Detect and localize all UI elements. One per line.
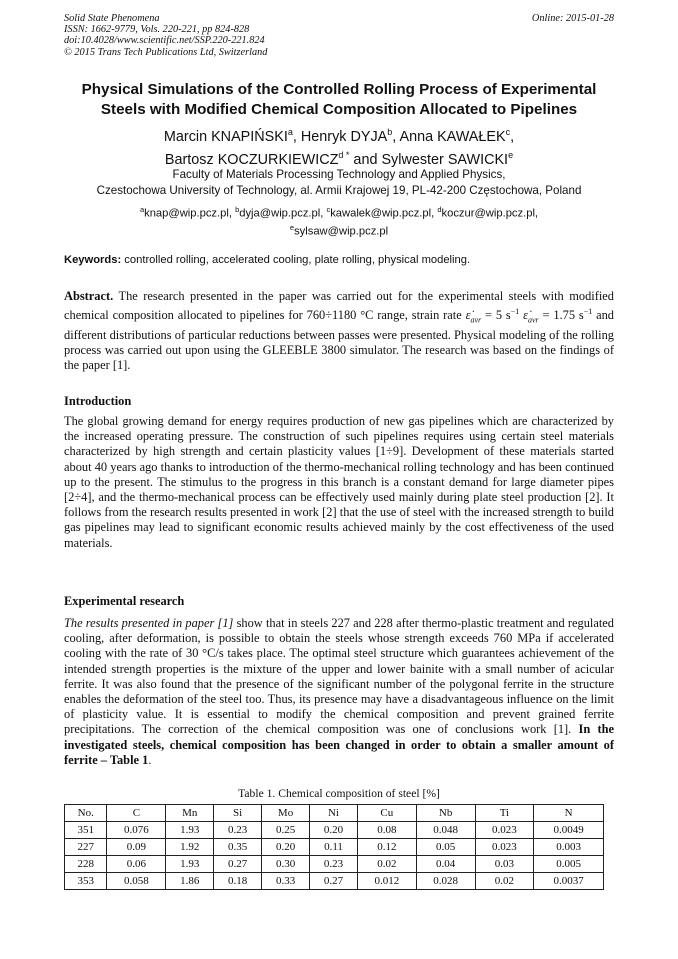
table-row — [65, 856, 604, 873]
email-list — [40, 203, 638, 239]
table-cell: 0.02 — [475, 873, 534, 890]
table-cell: 0.076 — [107, 822, 166, 839]
table-header-cell: Ni — [310, 805, 358, 822]
email-link[interactable]: koczur@wip.pcz.pl, — [441, 207, 539, 220]
abstract — [64, 289, 614, 374]
table-cell: 1.92 — [166, 839, 214, 856]
abstract-text: and different distributions of particular reductions between passes were presented. Physical modeling of the rolling process was carried out upon using the GLEEBLE 3800 simulator. The research was based on the findings of the paper [1]. — [64, 308, 614, 373]
affiliation-line-1: Faculty of Materials Processing Technology and Applied Physics, — [172, 168, 506, 181]
strain-rate-exponent: −1 — [583, 307, 593, 317]
table-header-cell: Mn — [166, 805, 214, 822]
email-sup: c — [326, 205, 331, 214]
table-cell: 0.028 — [416, 873, 475, 890]
author-sup: e — [508, 150, 514, 161]
table-cell: 0.09 — [107, 839, 166, 856]
table-cell: 0.23 — [214, 822, 262, 839]
abstract-label: Abstract. — [64, 289, 114, 303]
table-cell: 0.20 — [310, 822, 358, 839]
experimental-heading: Experimental research — [64, 594, 185, 608]
table-cell: 0.003 — [534, 839, 604, 856]
email-sup: b — [235, 205, 240, 214]
table-cell: 0.27 — [310, 873, 358, 890]
strain-rate-1 — [465, 307, 520, 325]
experimental-italic: The results presented in paper [1] — [64, 616, 237, 630]
table-cell: 0.04 — [416, 856, 475, 873]
keywords — [64, 253, 624, 267]
table-row — [65, 839, 604, 856]
table-cell: 227 — [65, 839, 107, 856]
author-separator: , — [292, 128, 301, 145]
experimental-text — [64, 616, 614, 768]
table-cell: 0.02 — [357, 856, 416, 873]
experimental-bold: In the investigated steels, chemical composition has been changed in order to obtain a smaller amount of ferrite – Table 1 — [64, 722, 614, 767]
table-caption: Table 1. Chemical composition of steel [%] — [238, 787, 440, 800]
copyright-line: © 2015 Trans Tech Publications Ltd, Switzerland — [64, 46, 268, 58]
table-cell: 1.93 — [166, 822, 214, 839]
author-separator: , — [510, 128, 515, 145]
table-cell: 0.005 — [534, 856, 604, 873]
table-cell: 0.12 — [357, 839, 416, 856]
table-cell: 1.86 — [166, 873, 214, 890]
table-cell: 0.0049 — [534, 822, 604, 839]
table-header-row — [65, 805, 604, 822]
table-cell: 0.11 — [310, 839, 358, 856]
table-cell: 228 — [65, 856, 107, 873]
strain-rate-exponent: −1 — [510, 307, 520, 317]
experimental-period: . — [148, 752, 152, 767]
table-cell: 0.023 — [475, 822, 534, 839]
table-row — [65, 873, 604, 890]
email-sup: d — [437, 205, 442, 214]
table-header-cell: C — [107, 805, 166, 822]
table-cell: 0.27 — [214, 856, 262, 873]
table-cell: 0.05 — [416, 839, 475, 856]
title-line-1: Physical Simulations of the Controlled Rolling Process of Experimental — [81, 81, 597, 98]
table-cell: 0.06 — [107, 856, 166, 873]
author-sup: b — [387, 127, 393, 137]
email-link[interactable]: sylsaw@wip.pcz.pl — [294, 225, 389, 238]
experimental-body: show that in steels 227 and 228 after thermo-plastic treatment and regulated cooling, after deformation, is possible to obtain the steels whose strength exceeds 760 MPa if accelerated cooling with the rate of 30 °C/s takes place. The optimal steel structure which guarantees achievement of the intended strength properties is the mixture of the upper and lower bainite with a small number of acicular ferrite. It was also found that the presence of the significant number of the polygonal ferrite in the structure enables the deformation of the steel too. Thus, its presence may have a disadvantageous influence on the limit of plasticity value. It is essential to modify the chemical composition and prevent grained ferrite precipitations. The correction of the chemical composition was one of conclusions work [1]. — [64, 616, 615, 737]
table-cell: 0.33 — [262, 873, 310, 890]
emails-line-2 — [40, 221, 638, 239]
journal-header — [64, 13, 267, 58]
author-sup: a — [287, 127, 293, 137]
table-header-cell: Nb — [416, 805, 475, 822]
emails-line-1 — [40, 203, 638, 221]
table-cell: 351 — [65, 822, 107, 839]
email-sup: a — [139, 205, 145, 214]
author-name: Henryk DYJA — [300, 128, 388, 145]
table-cell: 0.25 — [262, 822, 310, 839]
author-separator: and — [349, 152, 382, 169]
keywords-label: Keywords: — [64, 254, 122, 266]
affiliation — [40, 167, 638, 199]
email-link[interactable]: dyja@wip.pcz.pl, — [239, 207, 327, 220]
table-cell: 0.048 — [416, 822, 475, 839]
table-cell: 0.30 — [262, 856, 310, 873]
table-cell: 1.93 — [166, 856, 214, 873]
title-line-2: Steels with Modified Chemical Composition Allocated to Pipelines — [100, 101, 578, 118]
table-header-cell: N — [534, 805, 604, 822]
table-cell: 0.058 — [107, 873, 166, 890]
table-header-cell: Cu — [357, 805, 416, 822]
author-name: Bartosz KOCZURKIEWICZ — [164, 152, 339, 169]
table-cell: 0.08 — [357, 822, 416, 839]
table-cell: 0.35 — [214, 839, 262, 856]
author-name: Sylwester SAWICKI — [381, 152, 509, 169]
authors-line-1 — [40, 123, 638, 146]
abstract-text: The research presented in the paper was carried out for the experimental steels with modified chemical composition allocated to pipelines for 760÷1180 °C range, strain rate — [64, 289, 614, 323]
strain-rate-value: = 5 s — [481, 308, 511, 323]
online-date: Online: 2015-01-28 — [531, 13, 614, 24]
table-cell: 0.0037 — [534, 873, 604, 890]
strain-rate-subscript: avr — [470, 315, 482, 325]
author-separator: , — [392, 128, 400, 145]
email-link[interactable]: kawalek@wip.pcz.pl, — [330, 207, 438, 220]
table-row — [65, 822, 604, 839]
introduction-heading: Introduction — [64, 394, 132, 408]
strain-rate-symbol: ε̇ — [465, 308, 471, 323]
table-header-cell: No. — [65, 805, 107, 822]
author-name: Anna KAWAŁEK — [399, 128, 506, 145]
table-cell: 0.012 — [357, 873, 416, 890]
introduction-text: The global growing demand for energy requires production of new gas pipelines which are characterized by the increased operating pressure. The construction of such pipelines requires using certain steel materials characterized by high strength and certain plasticity values [1÷9]. Development of these materials started about 40 years ago thanks to introduction of the thermo-mechanical rolling technology and has been continued up to the present. The stimulus to the progress in this branch is a constant demand for large diameter pipes [2÷4], and the thermo-mechanical process can be effectively used mainly during plate steel production [2]. It follows from the research results presented in work [2] that the use of steel with the increased strength to build gas pipelines may lead to significant economic results achieved mainly by the cost effectiveness of the used materials. — [64, 414, 614, 550]
strain-rate-value: = 1.75 s — [538, 308, 584, 323]
strain-rate-subscript: avr — [527, 315, 539, 325]
author-name: Marcin KNAPIŃSKI — [163, 128, 288, 145]
table-cell: 0.03 — [475, 856, 534, 873]
table-header-cell: Mo — [262, 805, 310, 822]
journal-name: Solid State Phenomena — [64, 13, 160, 24]
table-cell: 0.23 — [310, 856, 358, 873]
affiliation-line-2: Czestochowa University of Technology, al. Armii Krajowej 19, PL-42-200 Częstochowa, Poland — [96, 184, 582, 197]
issn-line: ISSN: 1662-9779, Vols. 220-221, pp 824-828 — [64, 24, 250, 36]
table-cell: 353 — [65, 873, 107, 890]
table-header-cell: Ti — [475, 805, 534, 822]
strain-rate-2 — [523, 307, 593, 325]
author-list — [40, 123, 638, 170]
author-sup: d * — [338, 150, 350, 161]
table-cell: 0.20 — [262, 839, 310, 856]
paper-title — [40, 80, 638, 120]
table-header-cell: Si — [214, 805, 262, 822]
strain-rate-symbol: ε̇ — [523, 308, 528, 323]
email-link[interactable]: knap@wip.pcz.pl, — [144, 207, 236, 220]
table-cell: 0.18 — [214, 873, 262, 890]
doi-line[interactable]: doi:10.4028/www.scientific.net/SSP.220-221.824 — [64, 35, 265, 47]
email-sup: e — [289, 223, 295, 233]
table-cell: 0.023 — [475, 839, 534, 856]
chemical-composition-table — [64, 804, 604, 890]
author-sup: c — [505, 127, 511, 137]
keywords-text: controlled rolling, accelerated cooling, plate rolling, physical modeling. — [121, 254, 471, 266]
